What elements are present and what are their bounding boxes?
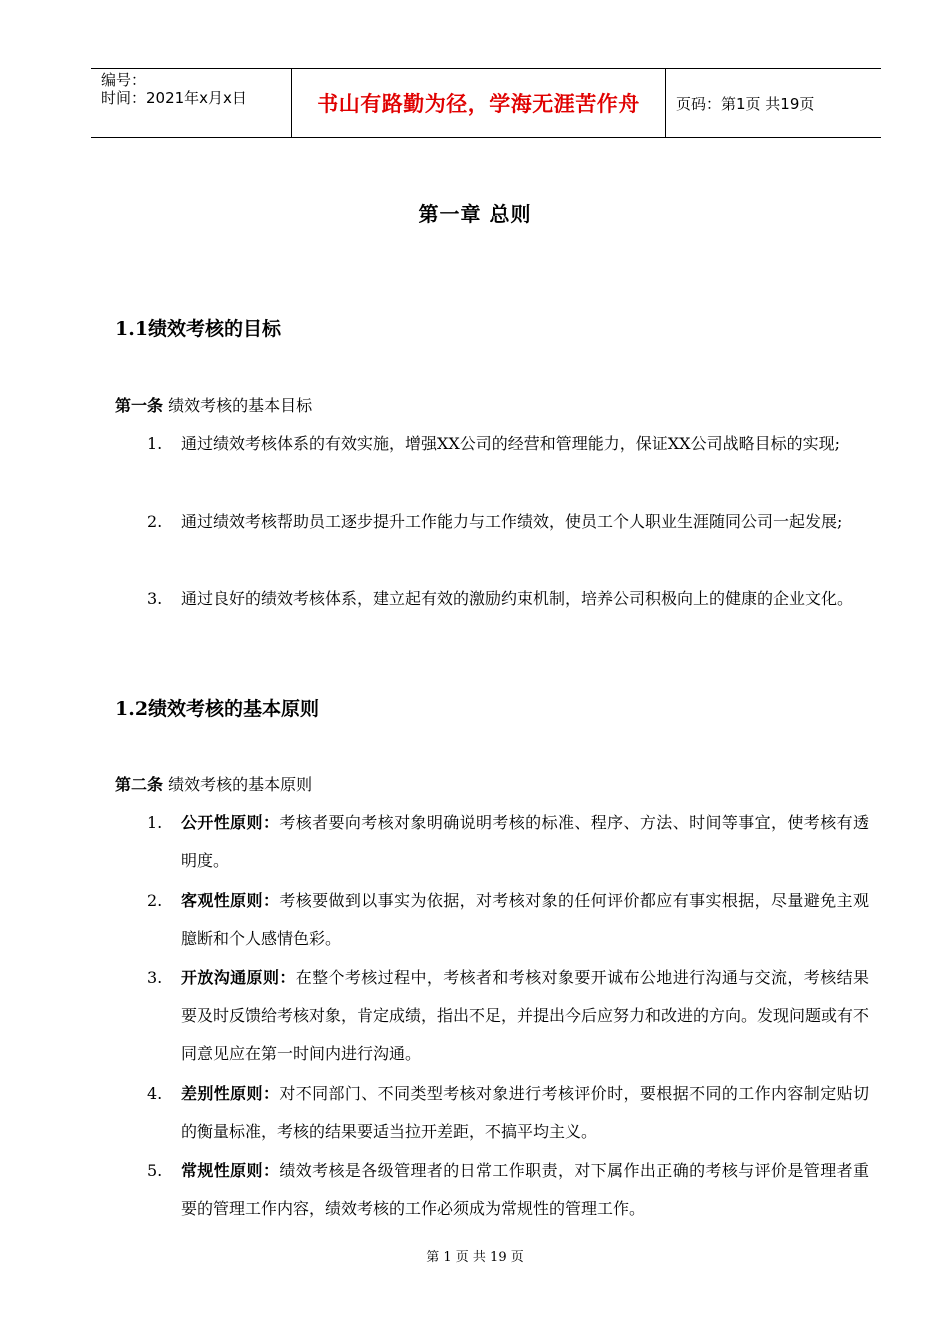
header-motto: 书山有路勤为径，学海无涯苦作舟 <box>292 69 666 137</box>
item-number: 1. <box>147 434 163 453</box>
chapter-title: 第一章 总则 <box>418 202 532 226</box>
item-number: 4. <box>147 1084 163 1103</box>
list-item <box>147 425 869 463</box>
header-number-label: 编号： <box>101 71 147 89</box>
item-text: 在整个考核过程中，考核者和考核对象要开诚布公地进行沟通与交流，考核结果要及时反馈给考核对象，肯定成绩，指出不足，并提出今后应努力和改进的方向。发现问题或有不同意见应在第一时间内进行沟通。 <box>181 968 870 1063</box>
header-time-label: 时间：2021年x月x日 <box>101 89 247 107</box>
item-term: 常规性原则： <box>181 1161 280 1180</box>
item-number: 3. <box>147 968 163 987</box>
page-footer: 第 1 页 共 19 页 <box>426 1250 524 1265</box>
article-2-title: 绩效考核的基本原则 <box>168 775 313 794</box>
item-number: 1. <box>147 813 163 832</box>
item-number: 2. <box>147 512 163 531</box>
item-number: 2. <box>147 891 163 910</box>
list-item <box>147 503 869 541</box>
list-item <box>147 882 869 958</box>
list-item <box>147 959 869 1073</box>
section-2-title: 1.2绩效考核的基本原则 <box>115 698 320 720</box>
list-item <box>147 1152 869 1228</box>
article-1-title: 绩效考核的基本目标 <box>168 396 313 415</box>
item-term: 公开性原则： <box>181 813 280 832</box>
article-2-label: 第二条 <box>115 775 164 794</box>
article-1-label: 第一条 <box>115 396 164 415</box>
item-number: 3. <box>147 589 163 608</box>
item-term: 差别性原则： <box>181 1084 280 1103</box>
article-1 <box>115 393 312 416</box>
item-text: 考核要做到以事实为依据，对考核对象的任何评价都应有事实根据，尽量避免主观臆断和个人感情色彩。 <box>181 891 869 948</box>
item-term: 开放沟通原则： <box>181 968 296 987</box>
item-term: 客观性原则： <box>181 891 280 910</box>
section-1-title: 1.1绩效考核的目标 <box>115 318 282 340</box>
item-text: 通过绩效考核帮助员工逐步提升工作能力与工作绩效，使员工个人职业生涯随同公司一起发展; <box>181 512 843 531</box>
article-2 <box>115 772 312 795</box>
item-text: 考核者要向考核对象明确说明考核的标准、程序、方法、时间等事宜，使考核有透明度。 <box>181 813 869 870</box>
list-item <box>147 580 869 618</box>
item-number: 5. <box>147 1161 163 1180</box>
item-text: 通过绩效考核体系的有效实施，增强XX公司的经营和管理能力，保证XX公司战略目标的实现; <box>181 434 840 453</box>
list-item <box>147 1075 869 1151</box>
item-text: 绩效考核是各级管理者的日常工作职责，对下属作出正确的考核与评价是管理者重要的管理工作内容，绩效考核的工作必须成为常规性的管理工作。 <box>181 1161 869 1218</box>
list-item <box>147 804 869 880</box>
header-page-label: 页码：第1页 共19页 <box>676 94 815 113</box>
item-text: 对不同部门、不同类型考核对象进行考核评价时，要根据不同的工作内容制定贴切的衡量标准，考核的结果要适当拉开差距，不搞平均主义。 <box>181 1084 869 1141</box>
item-text: 通过良好的绩效考核体系，建立起有效的激励约束机制，培养公司积极向上的健康的企业文化。 <box>181 589 854 608</box>
page-header <box>91 68 881 138</box>
header-meta <box>91 69 292 137</box>
